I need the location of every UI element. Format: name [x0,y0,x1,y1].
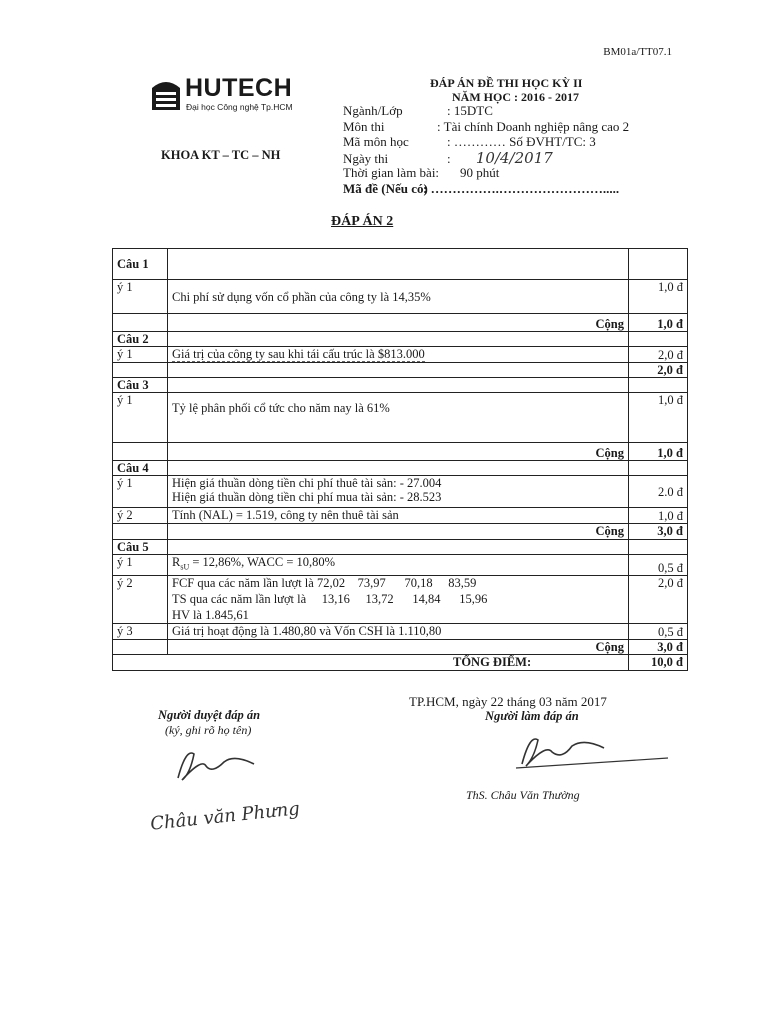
answer-table [112,248,688,671]
table-row [113,378,688,393]
subtotal: 1,0 đ [629,314,688,332]
table-row [113,654,688,670]
subtotal: 3,0 đ [629,639,688,654]
table-row [113,332,688,347]
hutech-logo-icon [150,76,182,112]
subtotal-label: Cộng [168,443,629,461]
approver-note: (ký, ghi rõ họ tên) [165,723,252,737]
faculty: KHOA KT – TC – NH [161,148,281,162]
info-row-duration: Thời gian làm bài: 90 phút [343,165,500,180]
approver-handwritten-name: Châu văn Phưng [149,798,301,835]
table-row: ý 1 Hiện giá thuần dòng tiền chi phí thuê tài sản: - 27.004 Hiện giá thuần dòng tiền chi phí mua tài sản: - 28.523 2.0 đ [113,476,688,508]
author-name: ThS. Châu Văn Thường [466,788,580,802]
school-year: NĂM HỌC : 2016 - 2017 [452,90,579,104]
table-row: ý 2 FCF qua các năm lần lượt là 72,02 73,97 70,18 83,59 TS qua các năm lần lượt là 13,16 13,72 14,84 15,96 HV là 1.845,61 2,0 đ [113,575,688,623]
table-row: ý 1 Tỷ lệ phân phối cổ tức cho năm nay là 61% 1,0 đ [113,393,688,443]
question-label: Câu 2 [113,332,168,347]
table-row: ý 2 Tính (NAL) = 1.519, công ty nên thuê tài sản 1,0 đ [113,508,688,524]
table-row [113,363,688,378]
logo-subtitle: Đại học Công nghệ Tp.HCM [186,102,293,112]
table-row [113,249,688,280]
exam-title: ĐÁP ÁN ĐỀ THI HỌC KỲ II [430,76,583,90]
grand-total: 10,0 đ [629,654,688,670]
author-signature-icon [512,732,672,772]
info-row-course-code: Mã môn học : ………… Số ĐVHT/TC: 3 [343,134,596,149]
info-row-class: Ngành/Lớp : 15DTC [343,103,493,118]
table-row: ý 1 Chi phí sử dụng vốn cổ phần của công ty là 14,35% 1,0 đ [113,280,688,314]
table-row [113,314,688,332]
answer-title: ĐÁP ÁN 2 [331,214,394,229]
approver-title: Người duyệt đáp án [158,708,261,722]
table-row [113,461,688,476]
info-row-subject: Môn thi : Tài chính Doanh nghiệp nâng cao 2 [343,119,630,134]
question-label: Câu 1 [113,249,168,280]
info-row-exam-code: Mã đề (Nếu có): …………….……………………..... [343,181,620,196]
question-label: Câu 4 [113,461,168,476]
subtotal: 3,0 đ [629,524,688,540]
subtotal: 1,0 đ [629,443,688,461]
place-date: TP.HCM, ngày 22 tháng 03 năm 2017 [409,694,607,709]
subtotal: 2,0 đ [629,363,688,378]
table-row: ý 1 Giá trị của công ty sau khi tái cấu trúc là $813.000 2,0 đ [113,347,688,363]
question-label: Câu 3 [113,378,168,393]
table-row [113,443,688,461]
approver-signature-icon [172,744,262,784]
question-label: Câu 5 [113,540,168,555]
table-row: ý 1 $R_{sU} = 12,86\%$, WACC = 10,80% 0,5 đ [113,555,688,576]
table-row: ý 3 Giá trị hoạt động là 1.480,80 và Vốn CSH là 1.110,80 0,5 đ [113,623,688,639]
subtotal-label: Cộng [168,524,629,540]
subtotal-label: Cộng [168,639,629,654]
handwritten-date: 10/4/2017 [475,149,553,167]
subtotal-label: Cộng [168,314,629,332]
info-row-exam-date: Ngày thi : 10/4/2017 [343,149,553,167]
table-row [113,639,688,654]
grand-total-label: TỔNG ĐIỂM: [113,654,629,670]
form-code: BM01a/TT07.1 [603,46,672,58]
table-row [113,524,688,540]
author-title: Người làm đáp án [485,709,579,723]
table-row [113,540,688,555]
logo-name: HUTECH [185,74,293,102]
